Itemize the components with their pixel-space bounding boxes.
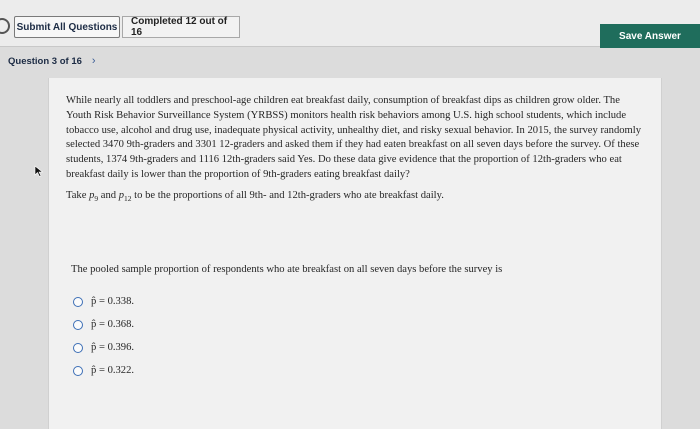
radio-button[interactable] xyxy=(73,343,83,353)
answer-option-label: p̂ = 0.368. xyxy=(91,319,135,330)
radio-button[interactable] xyxy=(73,320,83,330)
answer-option[interactable] xyxy=(73,336,134,359)
question-text: While nearly all toddlers and preschool-age children eat breakfast daily, consumption of breakfast dips as children grow older. The Youth Risk Behavior Surveillance System (YRBSS) monitors health risk behaviors among U.S. high school students, which include tobacco use, alcohol and drug use, inadequate physical activity, unhealthy diet, and risky sexual behavior. In 2015, the survey randomly selected 3470 9th-graders and 3301 12-graders and asked them if they had eaten breakfast on all seven days before the survey. Of these students, 1374 9th-graders and 1116 12th-graders said Yes. Do these data give evidence that the proportion of 12th-graders who eat breakfast daily is lower than the proportion of 9th-graders eating breakfast daily? xyxy=(66,95,642,180)
answer-option-label: p̂ = 0.396. xyxy=(91,342,135,353)
submit-all-questions-button[interactable]: Submit All Questions xyxy=(14,16,120,38)
answer-option[interactable] xyxy=(73,313,134,336)
question-navigator[interactable] xyxy=(8,55,96,67)
question-number-label: Question 3 of 16 xyxy=(8,55,82,67)
answer-option-label: p̂ = 0.338. xyxy=(91,296,135,307)
completion-status: Completed 12 out of 16 xyxy=(122,16,240,38)
radio-button[interactable] xyxy=(73,366,83,376)
radio-button[interactable] xyxy=(73,297,83,307)
question-panel xyxy=(48,78,662,429)
answer-option-label: p̂ = 0.322. xyxy=(91,365,135,376)
answer-options xyxy=(73,290,134,382)
mouse-cursor-icon xyxy=(34,165,44,177)
back-arrow-icon[interactable] xyxy=(0,18,10,34)
answer-option[interactable] xyxy=(73,359,134,382)
variable-definition: Take $p_9$ and $p_{12}$ to be the proportions of all 9th- and 12th-graders who ate breakfast daily. xyxy=(66,189,444,203)
chevron-right-icon[interactable]: › xyxy=(91,55,96,67)
save-answer-button[interactable]: Save Answer xyxy=(600,24,700,48)
answer-option[interactable] xyxy=(73,290,134,313)
top-toolbar xyxy=(0,0,700,47)
question-prompt: The pooled sample proportion of respondents who ate breakfast on all seven days before the survey is xyxy=(71,264,503,275)
